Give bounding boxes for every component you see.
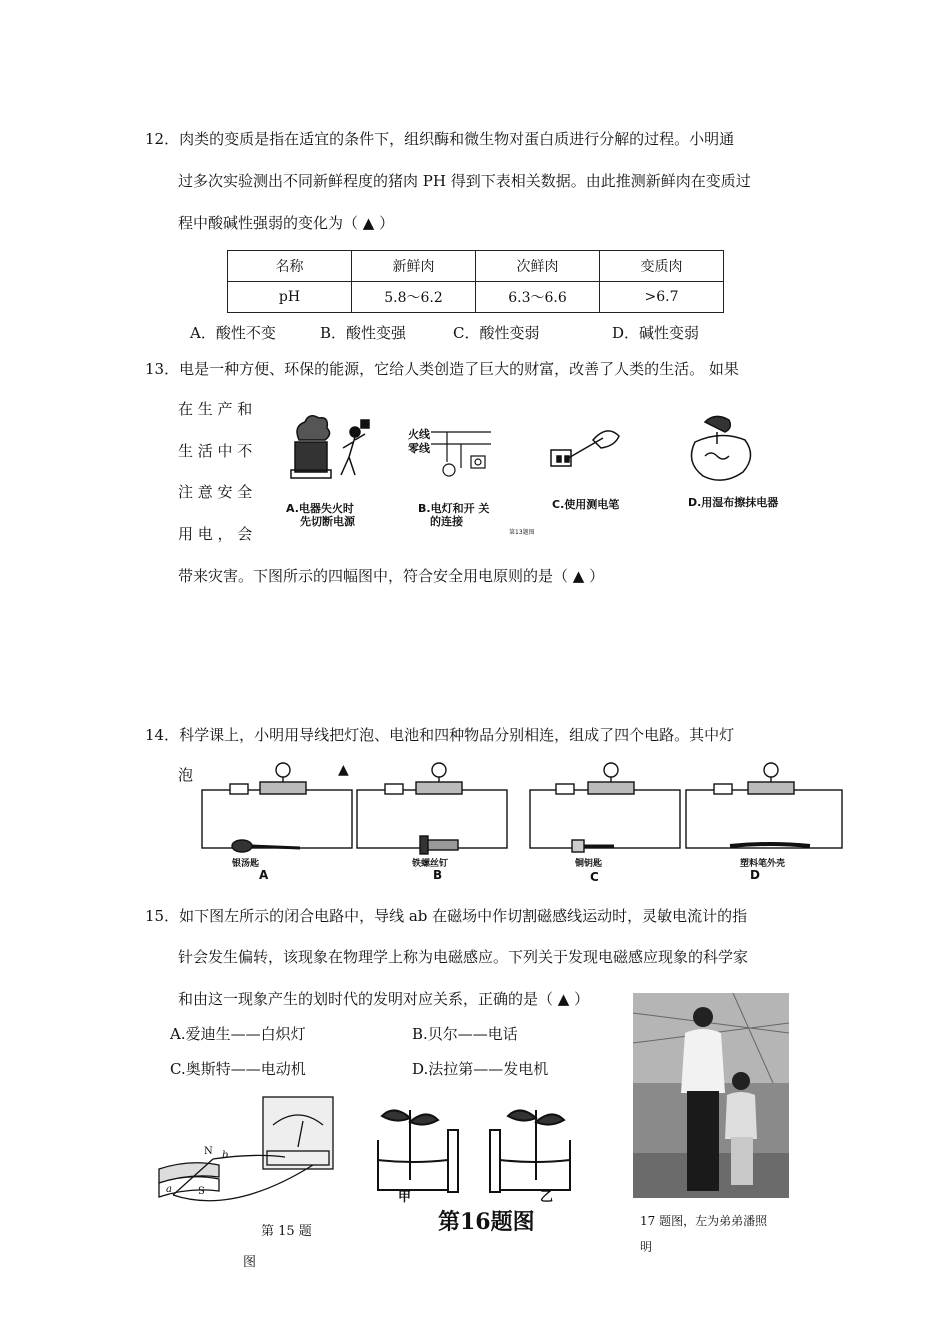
- q13-figure: [285, 412, 805, 542]
- circuit-a-letter: A: [259, 868, 269, 882]
- q17-caption-2: 明: [640, 1240, 653, 1254]
- q14-answer-triangle: ▲: [338, 762, 349, 778]
- q14-line-2: 泡: [178, 766, 194, 784]
- q13-line-end: 带来灾害。下图所示的四幅图中，符合安全用电原则的是（ ▲ ）: [178, 567, 605, 585]
- q15-fig-caption-1: 第 15 题: [261, 1224, 312, 1239]
- q12-option-b: B．酸性变强: [320, 324, 407, 342]
- ph-table-cell: pH: [228, 282, 352, 313]
- magnet-n-label: N: [204, 1146, 213, 1157]
- circuit-a-item: 银汤匙: [232, 859, 260, 869]
- q15-figure: [155, 1095, 345, 1215]
- q15-option-d: D.法拉第——发电机: [412, 1060, 549, 1078]
- q13-fig-a-label-1: A.电器失火时: [286, 502, 354, 515]
- q15-line-2: 针会发生偏转，该现象在物理学上称为电磁感应。下列关于发现电磁感应现象的科学家: [178, 948, 749, 966]
- wet-cloth-illustration: [691, 416, 750, 480]
- q17-caption-1: 17 题图，左为弟弟潘照: [640, 1214, 768, 1228]
- q13-fig-d-label: D.用湿布擦抹电器: [688, 496, 779, 509]
- wire-b-label: b: [222, 1150, 229, 1161]
- fire-line-label: 火线: [408, 428, 430, 441]
- q13-wrap-2: 生 活 中 不: [178, 442, 253, 460]
- q13-fig-b-label-2: 的连接: [430, 515, 463, 528]
- q17-photo: [633, 993, 789, 1198]
- q13-fig-c-label: C.使用测电笔: [552, 498, 620, 511]
- q13-fig-a-label-2: 先切断电源: [300, 515, 355, 528]
- circuit-b-item: 铁螺丝钉: [412, 859, 449, 869]
- q16-jia-label: 甲: [398, 1190, 412, 1205]
- q14-line-1: 14．科学课上，小明用导线把灯泡、电池和四种物品分别相连，组成了四个电路。其中灯: [145, 726, 735, 744]
- fire-tv-illustration: [291, 416, 369, 478]
- ph-table-cell: 5.8～6.2: [352, 282, 476, 313]
- circuit-c-item: 铜钥匙: [575, 859, 603, 869]
- q12-line-2: 过多次实验测出不同新鲜程度的猪肉 PH 得到下表相关数据。由此推测新鲜肉在变质过: [178, 172, 751, 190]
- q15-option-b: B.贝尔——电话: [412, 1025, 518, 1043]
- q13-fig-b-label-1: B.电灯和开 关: [418, 502, 490, 515]
- q16-fig-caption: 第16题图: [438, 1209, 535, 1235]
- q12-line-1: 12．肉类的变质是指在适宜的条件下，组织酶和微生物对蛋白质进行分解的过程。小明通: [145, 130, 735, 148]
- q13-line-1: 13．电是一种方便、环保的能源，它给人类创造了巨大的财富，改善了人类的生活。 如果: [145, 360, 739, 378]
- q14-circuits: [200, 760, 860, 860]
- wiring-illustration: [431, 432, 491, 476]
- ph-table-cell: 6.3～6.6: [476, 282, 600, 313]
- ph-table-header: 变质肉: [600, 251, 724, 282]
- q12-option-d: D．碱性变弱: [612, 324, 700, 342]
- q16-yi-label: 乙: [540, 1190, 554, 1205]
- circuit-d-letter: D: [750, 868, 760, 882]
- q12-option-c: C．酸性变弱: [453, 324, 540, 342]
- q15-option-c: C.奥斯特——电动机: [170, 1060, 306, 1078]
- q15-line-3: 和由这一现象产生的划时代的发明对应关系，正确的是（ ▲ ）: [178, 990, 590, 1008]
- q13-wrap-4: 用 电 ， 会: [178, 525, 253, 543]
- q13-wrap-3: 注 意 安 全: [178, 483, 253, 501]
- q12-line-3: 程中酸碱性强弱的变化为（ ▲ ）: [178, 214, 395, 232]
- q15-line-1: 15．如下图左所示的闭合电路中，导线 ab 在磁场中作切割磁感线运动时，灵敏电流计的指: [145, 907, 748, 925]
- ph-table-header: 新鲜肉: [352, 251, 476, 282]
- ph-table-header: 次鲜肉: [476, 251, 600, 282]
- zero-line-label: 零线: [408, 442, 430, 455]
- q15-fig-caption-2: 图: [243, 1255, 257, 1270]
- circuit-c: [530, 763, 680, 852]
- circuit-b-letter: B: [433, 868, 443, 882]
- test-pen-illustration: [551, 431, 619, 466]
- circuit-c-letter: C: [590, 870, 599, 884]
- q13-wrap-1: 在 生 产 和: [178, 400, 253, 418]
- magnet-s-label: S: [198, 1186, 205, 1197]
- q12-option-a: A．酸性不变: [190, 324, 276, 342]
- q15-option-a: A.爱迪生——白炽灯: [170, 1025, 306, 1043]
- circuit-d-item: 塑料笔外壳: [740, 859, 786, 869]
- ph-table: [227, 250, 724, 313]
- circuit-a: [202, 763, 352, 852]
- circuit-d: [686, 763, 842, 848]
- ph-table-header: 名称: [228, 251, 352, 282]
- wire-a-label: a: [166, 1184, 172, 1195]
- circuit-b: [357, 763, 507, 854]
- ph-table-cell: >6.7: [600, 282, 724, 313]
- q13-fig-caption: 第13题图: [509, 529, 535, 536]
